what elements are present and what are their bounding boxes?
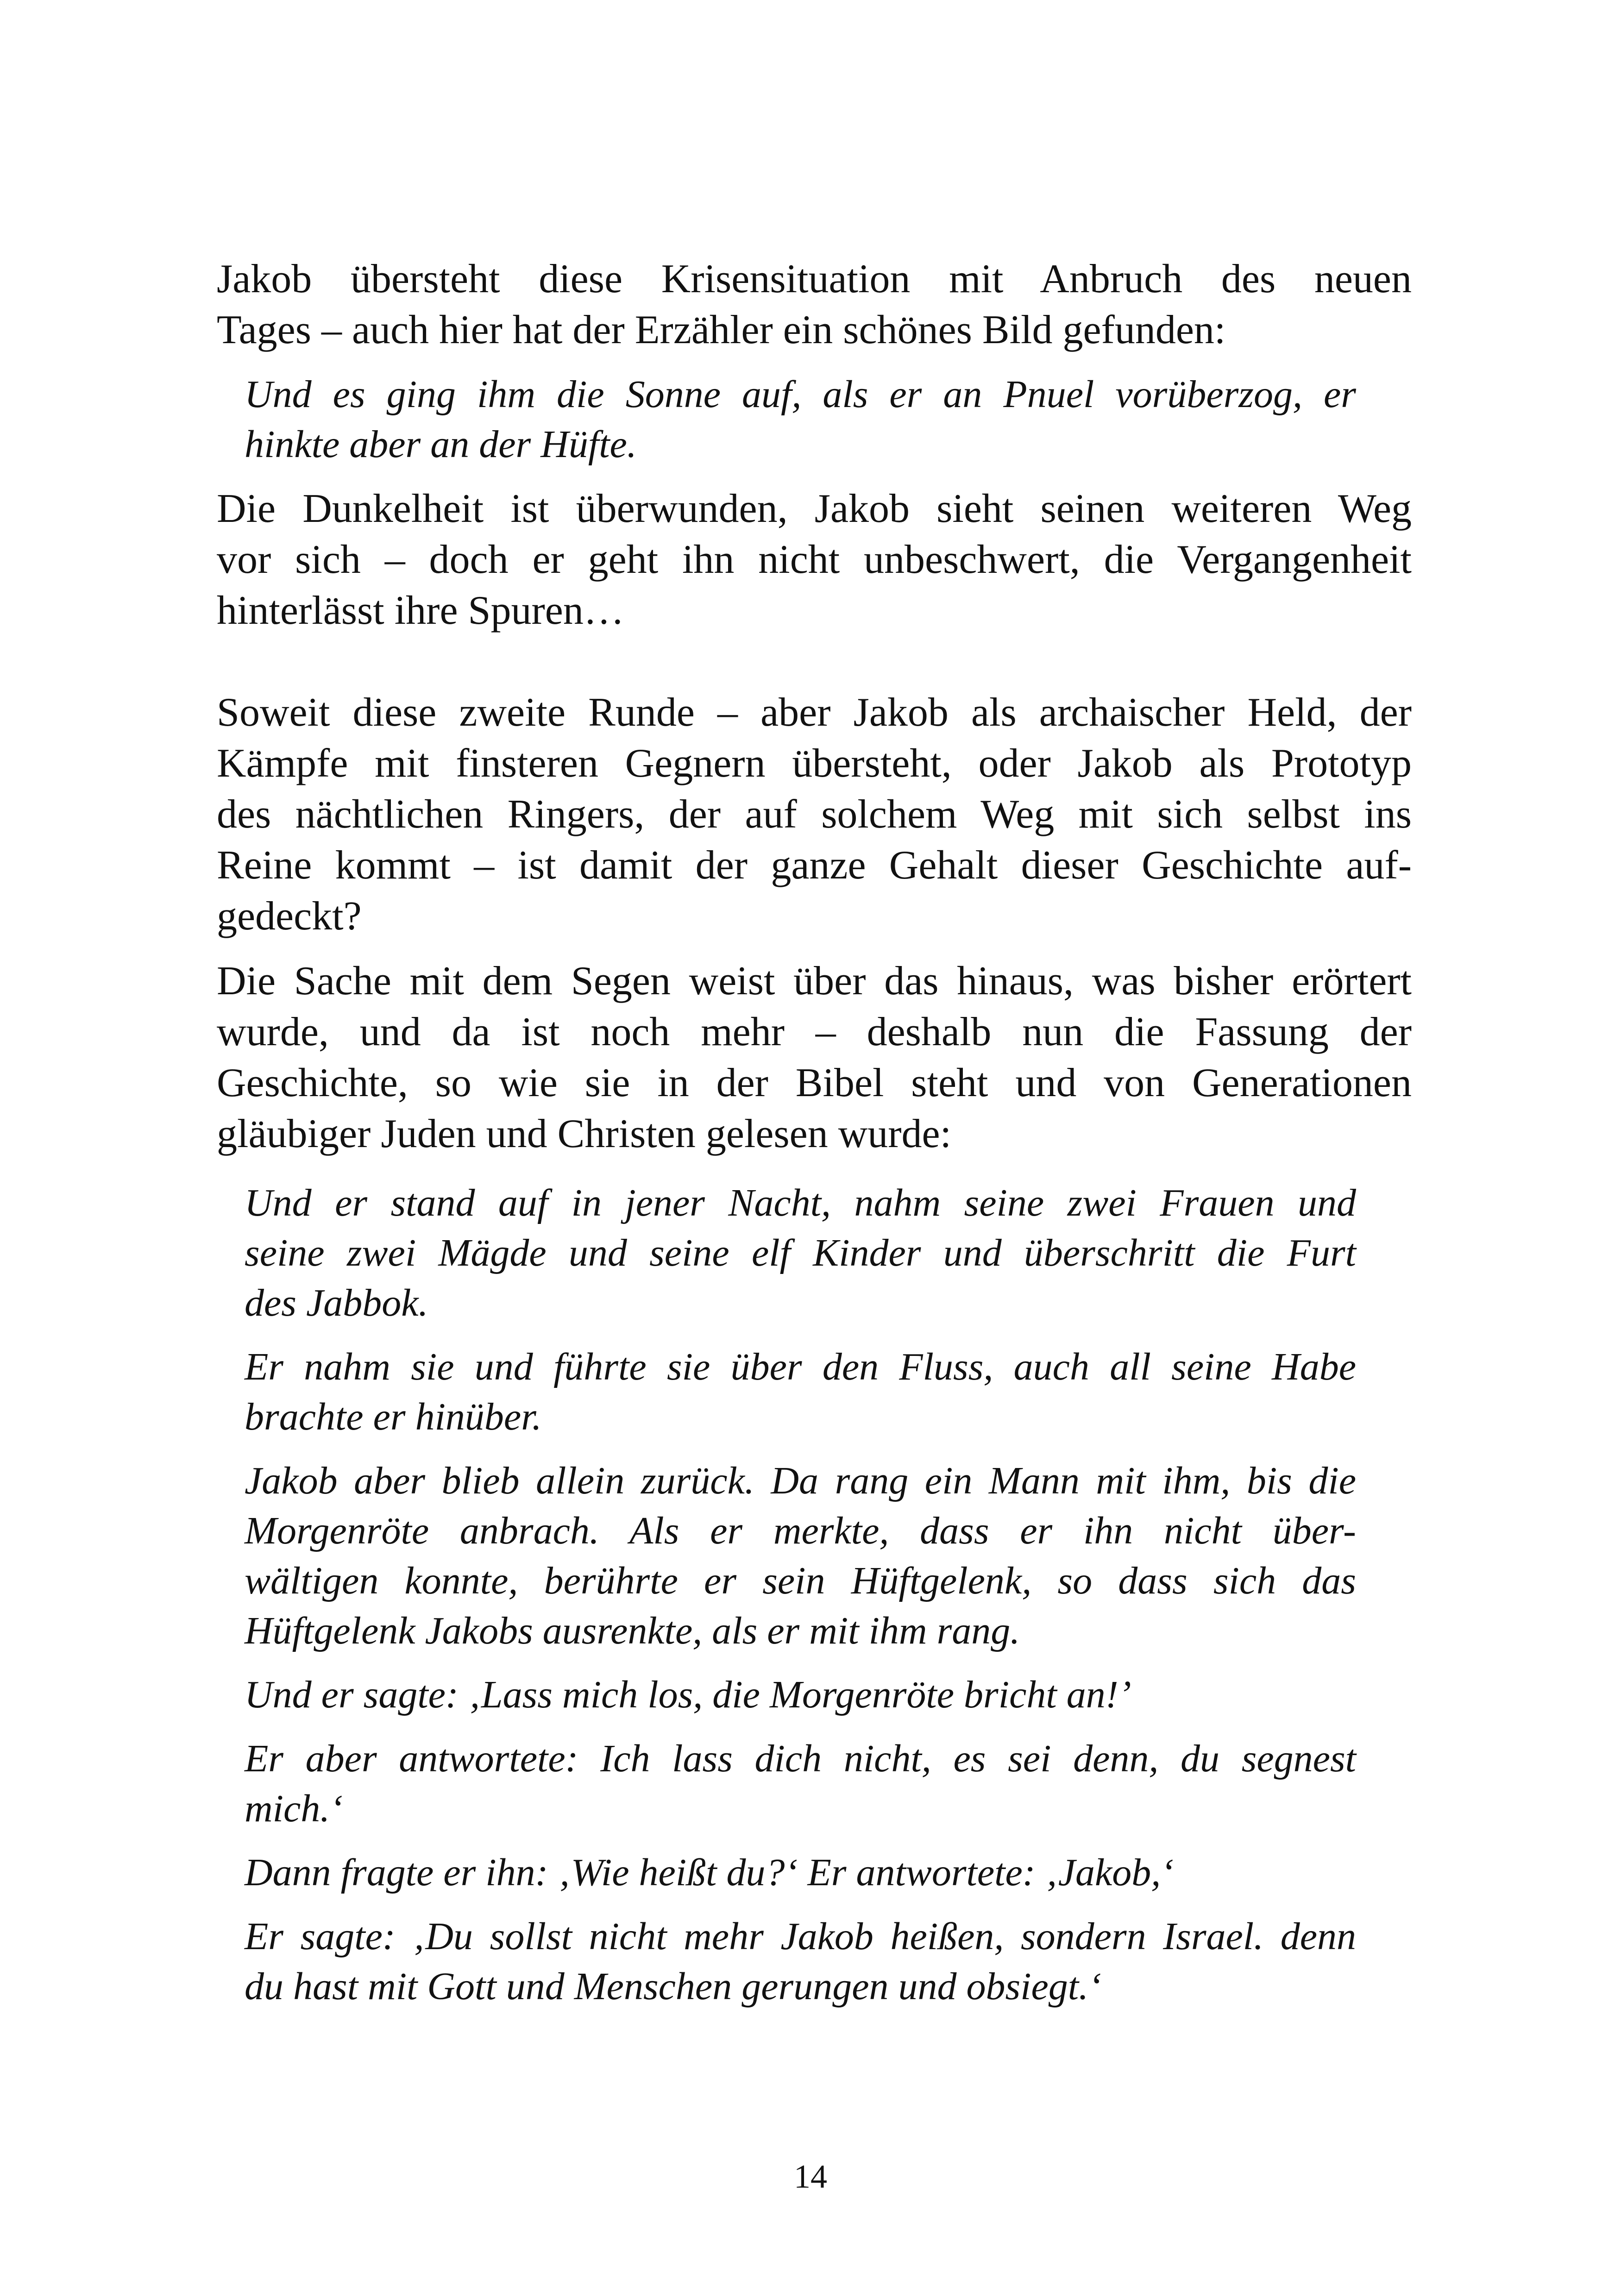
text-line: Und er sagte: ‚Lass mich los, die Morgenröte bricht an!’ [245,1673,1131,1716]
text-line: Geschichte, so wie sie in der Bibel steht und von Generationen [217,1060,1412,1105]
text-line: gläubiger Juden und Christen gelesen wurde: [217,1111,952,1156]
text-line: brachte er hinüber. [245,1395,542,1438]
text-line: Tages – auch hier hat der Erzähler ein schönes Bild gefunden: [217,307,1226,352]
body-paragraph [217,483,1412,636]
text-line: gedeckt? [217,894,362,939]
text-line: hinterlässt ihre Spuren… [217,588,624,633]
bible-quote [245,370,1356,470]
text-line: Die Sache mit dem Segen weist über das hinaus, was bisher erörtert [217,959,1412,1004]
text-line: des Jabbok. [245,1281,428,1324]
text-line: Kämpfe mit finsteren Gegnern übersteht, oder Jakob als Prototyp [217,741,1412,786]
text-line: Er aber antwortete: Ich lass dich nicht, es sei denn, du segnest [245,1737,1356,1780]
text-line: Er nahm sie und führte sie über den Fluss, auch all seine Habe [245,1345,1356,1388]
text-line: Die Dunkelheit ist überwunden, Jakob sieht seinen weiteren Weg [217,486,1412,531]
text-line: Er sagte: ‚Du sollst nicht mehr Jakob heißen, sondern Israel. denn [245,1915,1356,1958]
text-line: Und es ging ihm die Sonne auf, als er an Pnuel vorüberzog, er [245,373,1356,416]
body-paragraph [217,956,1412,1160]
body-paragraph [217,254,1412,356]
text-line: Soweit diese zweite Runde – aber Jakob als archaischer Held, der [217,690,1412,735]
text-line: wurde, und da ist noch mehr – deshalb nun die Fassung der [217,1010,1412,1054]
text-line: Hüftgelenk Jakobs ausrenkte, als er mit ihm rang. [245,1609,1020,1652]
bible-quote [245,1848,1356,1898]
text-line: hinkte aber an der Hüfte. [245,423,637,466]
text-line: Dann fragte er ihn: ‚Wie heißt du?‘ Er antwortete: ‚Jakob,‘ [245,1851,1174,1894]
text-line: vor sich – doch er geht ihn nicht unbeschwert, die Vergangenheit [217,537,1412,582]
bible-quote [245,1670,1356,1720]
bible-quote [245,1912,1356,2012]
text-line: Jakob übersteht diese Krisensituation mit Anbruch des neuen [217,257,1412,301]
bible-quote [245,1734,1356,1834]
bible-quote [245,1178,1356,1328]
body-paragraph [217,687,1412,942]
text-line: seine zwei Mägde und seine elf Kinder und überschritt die Furt [245,1231,1356,1274]
text-line: des nächtlichen Ringers, der auf solchem Weg mit sich selbst ins [217,792,1412,837]
bible-quote [245,1342,1356,1442]
text-line: Reine kommt – ist damit der ganze Gehalt dieser Geschichte auf- [217,843,1412,888]
bible-quote [245,1456,1356,1656]
text-line: Und er stand auf in jener Nacht, nahm seine zwei Frauen und [245,1181,1356,1224]
page-number: 14 [794,2158,827,2195]
text-line: Jakob aber blieb allein zurück. Da rang ein Mann mit ihm, bis die [245,1459,1356,1502]
text-line: wältigen konnte, berührte er sein Hüftgelenk, so dass sich das [245,1559,1356,1602]
text-column [217,254,1412,2012]
text-line: du hast mit Gott und Menschen gerungen und obsiegt.‘ [245,1965,1102,2008]
text-line: Morgenröte anbrach. Als er merkte, dass er ihn nicht über- [245,1509,1356,1552]
text-line: mich.‘ [245,1787,343,1830]
